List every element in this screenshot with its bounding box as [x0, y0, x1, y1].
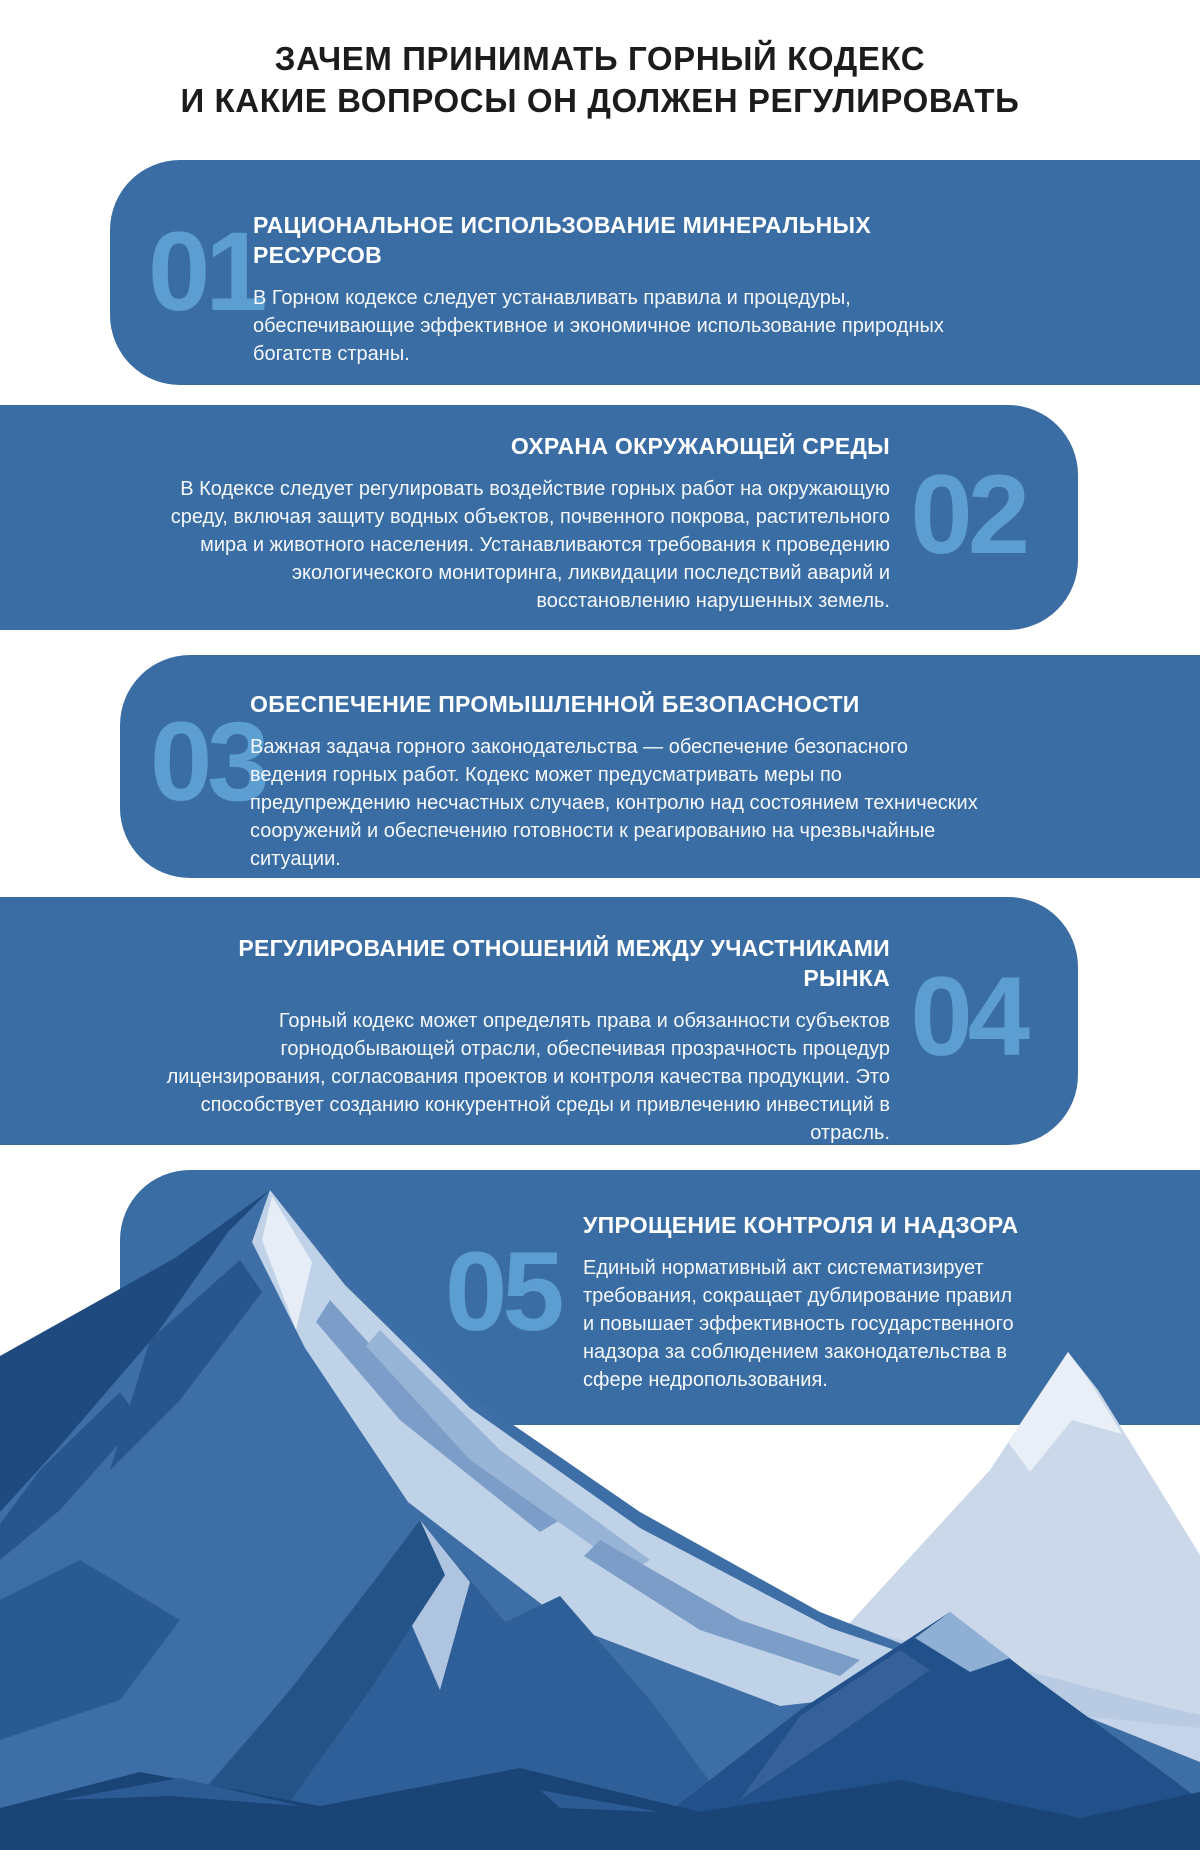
- mountain-illustration: [0, 1140, 1200, 1850]
- card-02-heading: ОХРАНА ОКРУЖАЮЩЕЙ СРЕДЫ: [510, 433, 890, 459]
- card-05-body: Единый нормативный акт систематизирует требования, сокращает дублирование правил и повышает эффективность государственного надзора за соблюдением законодательства в сфере недропользования.: [583, 1257, 1014, 1391]
- card-01-body: В Горном кодексе следует устанавливать правила и процедуры, обеспечивающие эффективное и экономичное использование природных богатств страны.: [253, 287, 944, 365]
- card-01-heading: РАЦИОНАЛЬНОЕ ИСПОЛЬЗОВАНИЕ МИНЕРАЛЬНЫХ РЕСУРСОВ: [253, 212, 871, 268]
- card-04-body: Горный кодекс может определять права и обязанности субъектов горнодобывающей отрасли, обеспечивая прозрачность процедур лицензирования, согласования проектов и контроля качества продукции. Это способствует созданию конкурентной среды и привлечению инвестиций в отрасль.: [166, 1010, 890, 1144]
- card-05-heading: УПРОЩЕНИЕ КОНТРОЛЯ И НАДЗОРА: [583, 1212, 1019, 1238]
- card-03-content: [250, 689, 990, 873]
- card-05-number: 05: [445, 1229, 560, 1354]
- card-04-number: 04: [910, 954, 1025, 1079]
- card-03-number: 03: [150, 699, 265, 824]
- page-title: [0, 38, 1200, 122]
- card-04-content: [155, 933, 890, 1147]
- card-04-heading: РЕГУЛИРОВАНИЕ ОТНОШЕНИЙ МЕЖДУ УЧАСТНИКАМИ РЫНКА: [238, 935, 890, 991]
- card-03-heading: ОБЕСПЕЧЕНИЕ ПРОМЫШЛЕННОЙ БЕЗОПАСНОСТИ: [250, 691, 860, 717]
- card-02-content: [160, 431, 890, 615]
- card-02-environment: [0, 405, 1078, 630]
- card-02-number: 02: [910, 452, 1025, 577]
- title-line-2: И КАКИЕ ВОПРОСЫ ОН ДОЛЖЕН РЕГУЛИРОВАТЬ: [180, 82, 1020, 119]
- card-03-industrial-safety: [120, 655, 1200, 878]
- card-01-content: [253, 210, 953, 368]
- card-04-market-relations: [0, 897, 1078, 1145]
- card-01-number: 01: [148, 209, 263, 334]
- card-03-body: Важная задача горного законодательства — обеспечение безопасного ведения горных работ. Кодекс может предусматривать меры по предупреждению несчастных случаев, контролю над состоянием технических сооружений и обеспечению готовности к реагированию на чрезвычайные ситуации.: [250, 736, 978, 870]
- card-01-rational-use: [110, 160, 1200, 385]
- card-02-body: В Кодексе следует регулировать воздействие горных работ на окружающую среду, включая защиту водных объектов, почвенного покрова, растительного мира и животного населения. Устанавливаются требования к проведению экологического мониторинга, ликвидации последствий аварий и восстановлению нарушенных земель.: [170, 478, 890, 612]
- title-line-1: ЗАЧЕМ ПРИНИМАТЬ ГОРНЫЙ КОДЕКС: [274, 40, 926, 77]
